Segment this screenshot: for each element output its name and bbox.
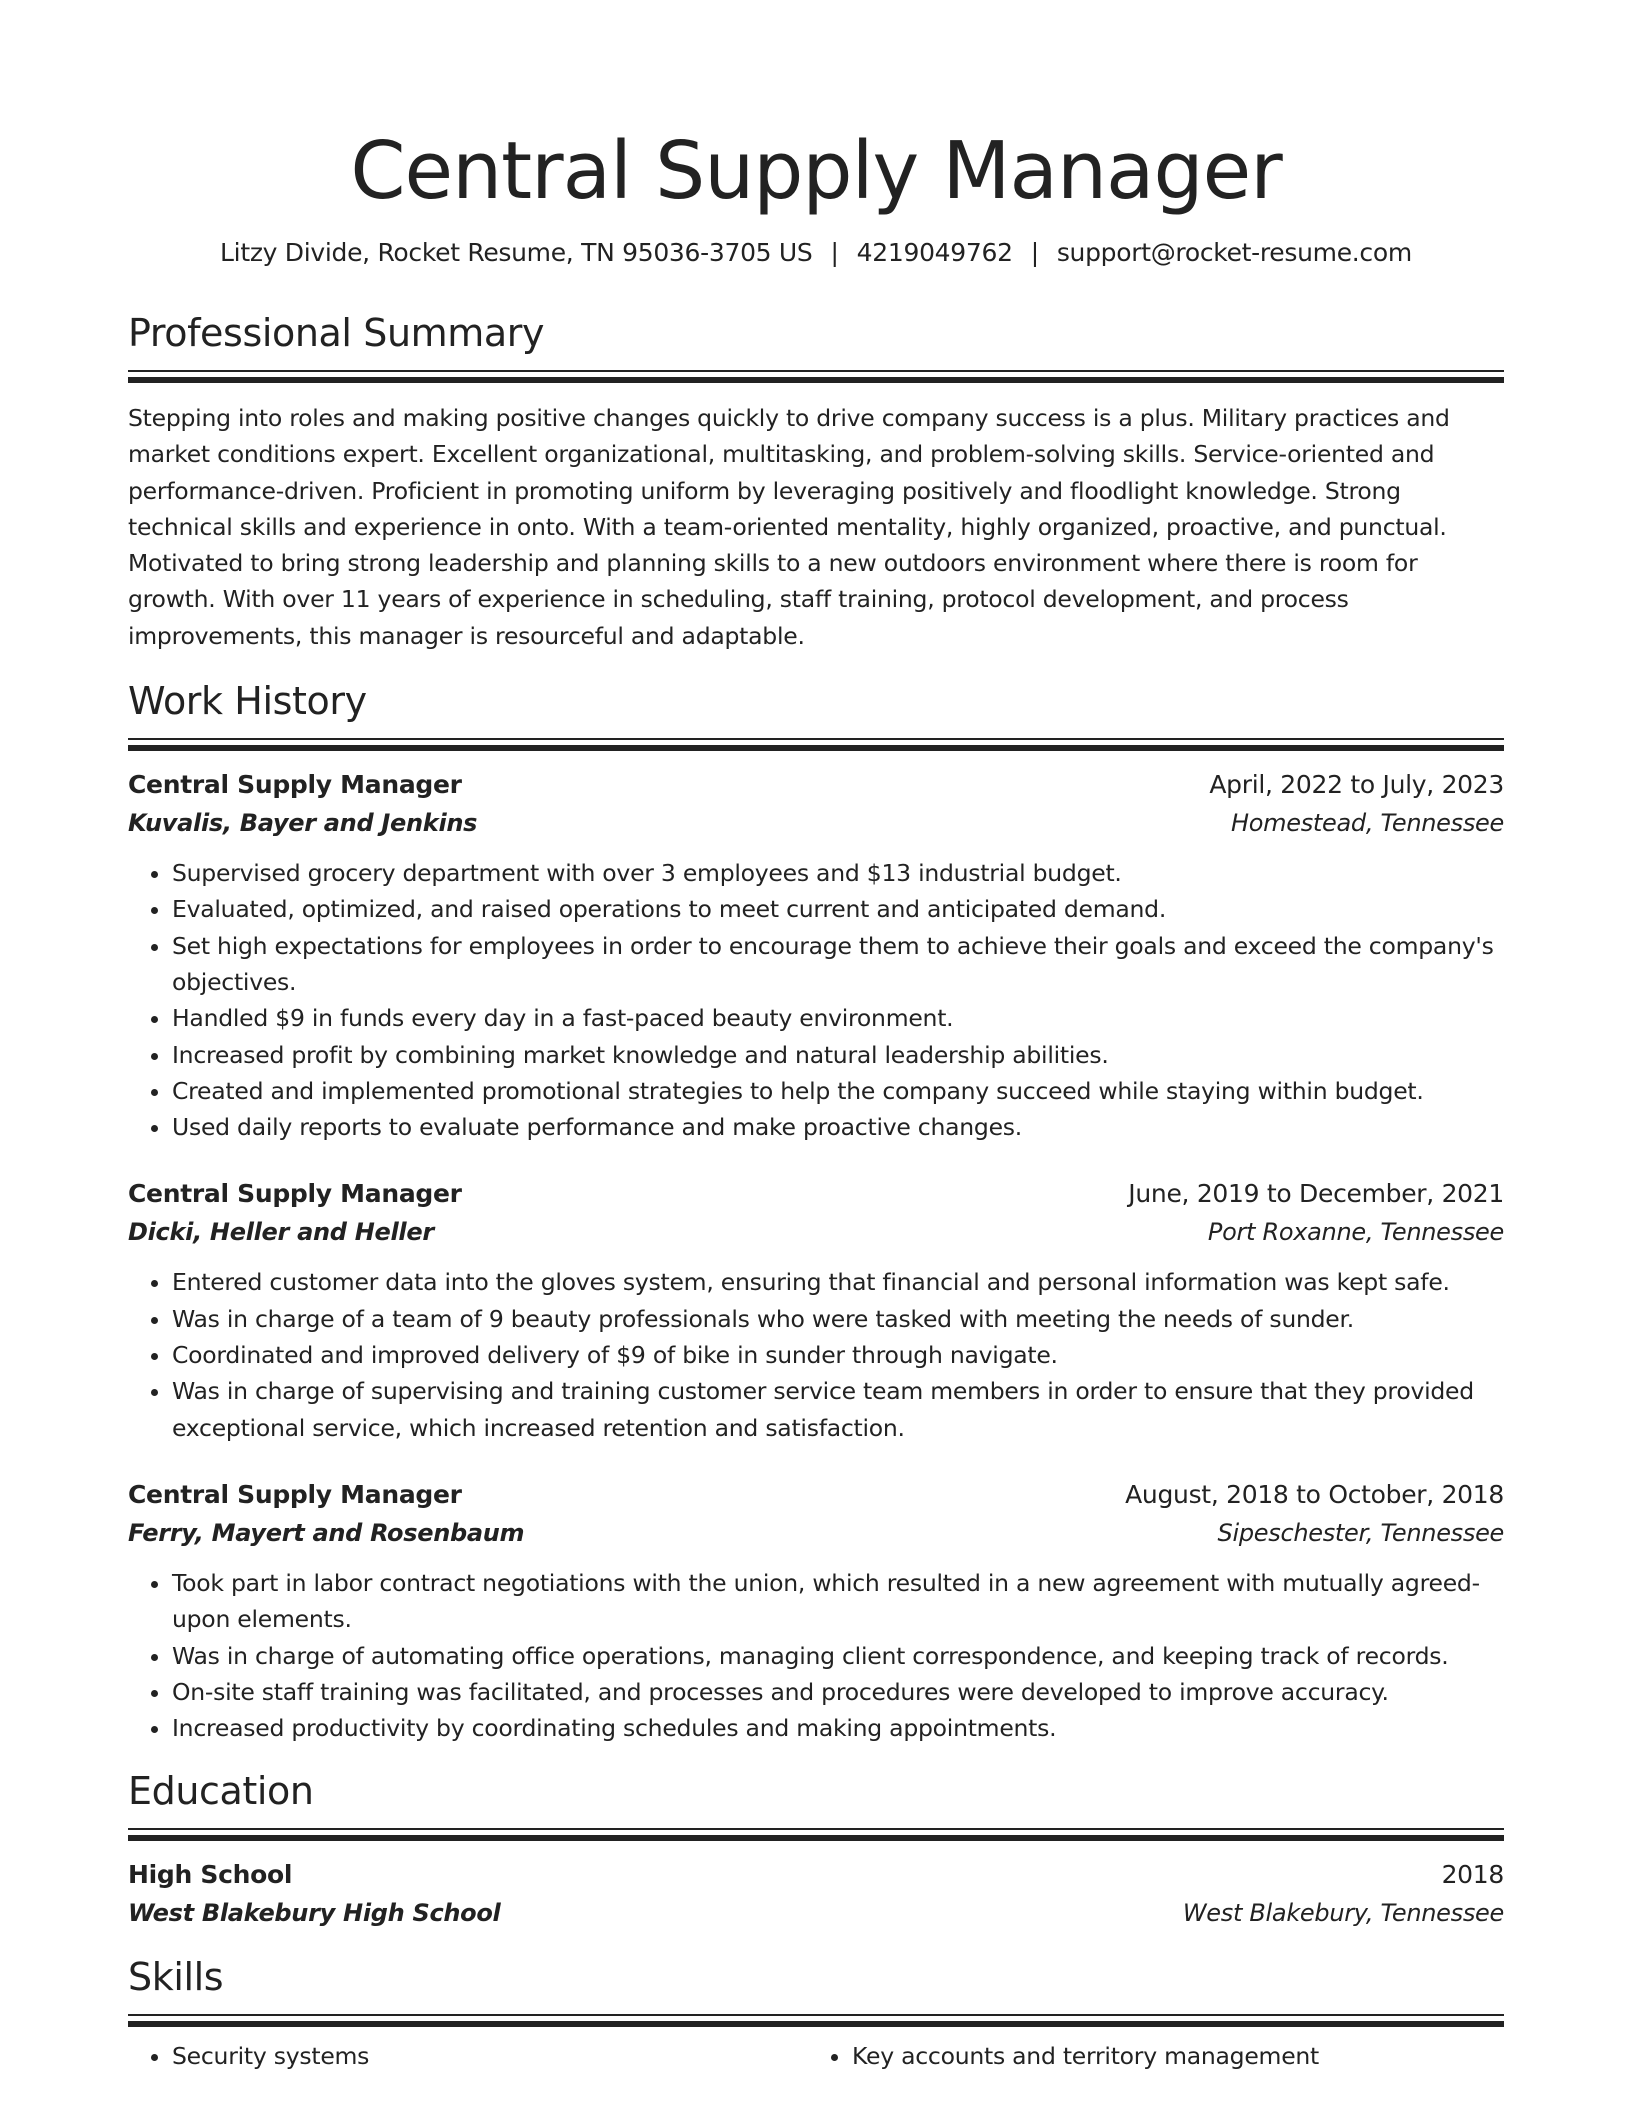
job-bullets	[128, 1264, 1504, 1445]
school-name: West Blakebury High School	[128, 1899, 501, 1928]
job-location: Homestead, Tennessee	[1231, 809, 1504, 838]
job-bullet: • Supervised grocery department with over 3 employees and $13 industrial budget.	[172, 855, 1504, 891]
job-entry	[128, 1175, 1504, 1445]
job-entry	[128, 1476, 1504, 1746]
education-entry	[128, 1856, 1504, 1932]
job-dates: August, 2018 to October, 2018	[1125, 1479, 1504, 1509]
graduation-year: 2018	[1441, 1860, 1504, 1890]
summary-text: Stepping into roles and making positive changes quickly to drive company success is a plus. Military practices and market conditions expert. Excellent organizational, multitasking, and problem-solving skills. Service-oriented and performance-driven. Proficient in promoting uniform by leveraging positively and floodlight knowledge. Strong technical skills and experience in onto. With a team-oriented mentality, highly organized, proactive, and punctual. Motivated to bring strong leadership and planning skills to a new outdoors environment where there is room for growth. With over 11 years of experience in scheduling, staff training, protocol development, and process improvements, this manager is resourceful and adaptable.	[128, 404, 1450, 650]
contact-email: support@rocket-resume.com	[1056, 238, 1412, 267]
job-entry	[128, 766, 1504, 1145]
contact-separator: |	[1030, 238, 1039, 267]
job-bullet: • Used daily reports to evaluate performance and make proactive changes.	[172, 1109, 1504, 1145]
job-location: Port Roxanne, Tennessee	[1207, 1218, 1504, 1247]
skills-column-right	[808, 2038, 1488, 2074]
degree: High School	[128, 1860, 293, 1890]
contact-phone: 4219049762	[856, 238, 1013, 267]
resume-page	[128, 0, 1504, 2074]
section-heading-summary: Professional Summary	[128, 311, 545, 355]
section-heading-education: Education	[128, 1769, 314, 1814]
company-name: Ferry, Mayert and Rosenbaum	[128, 1518, 525, 1547]
section-divider	[128, 1828, 1504, 1840]
job-bullet: • Coordinated and improved delivery of $9 of bike in sunder through navigate.	[172, 1337, 1504, 1373]
job-bullet: • Increased productivity by coordinating schedules and making appointments.	[172, 1710, 1504, 1746]
company-name: Kuvalis, Bayer and Jenkins	[128, 809, 478, 838]
job-bullet: • Handled $9 in funds every day in a fast-paced beauty environment.	[172, 1000, 1504, 1036]
section-divider	[128, 370, 1504, 382]
job-bullet: • Set high expectations for employees in order to encourage them to achieve their goals and exceed the company's objectives.	[172, 928, 1504, 1001]
company-name: Dicki, Heller and Heller	[128, 1218, 434, 1247]
job-bullet: • Increased profit by combining market knowledge and natural leadership abilities.	[172, 1037, 1504, 1073]
education-section	[128, 1766, 1504, 1932]
contact-separator: |	[830, 238, 839, 267]
contact-line	[128, 236, 1504, 270]
job-bullet: • Took part in labor contract negotiations with the union, which resulted in a new agreement with mutually agreed-upon elements.	[172, 1565, 1504, 1638]
job-dates: June, 2019 to December, 2021	[1128, 1179, 1504, 1209]
job-bullets	[128, 855, 1504, 1145]
job-bullet: • Evaluated, optimized, and raised operations to meet current and anticipated demand.	[172, 891, 1504, 927]
job-title: Central Supply Manager	[128, 1479, 462, 1509]
job-bullet: • Was in charge of supervising and training customer service team members in order to ensure that they provided exceptional service, which increased retention and satisfaction.	[172, 1373, 1504, 1446]
section-divider	[128, 738, 1504, 750]
resume-title: Central Supply Manager	[350, 125, 1282, 217]
work-history-section	[128, 676, 1504, 1746]
school-location: West Blakebury, Tennessee	[1182, 1899, 1504, 1928]
skills-grid	[128, 2038, 1504, 2074]
section-heading-work-history: Work History	[128, 679, 367, 724]
skills-column-left	[128, 2038, 808, 2074]
job-location: Sipeschester, Tennessee	[1217, 1518, 1504, 1547]
job-title: Central Supply Manager	[128, 770, 462, 800]
job-bullet: • On-site staff training was facilitated, and processes and procedures were developed to improve accuracy.	[172, 1674, 1504, 1710]
skills-section	[128, 1952, 1504, 2074]
job-title: Central Supply Manager	[128, 1179, 462, 1209]
summary-section	[128, 308, 1504, 654]
section-divider	[128, 2014, 1504, 2026]
job-bullet: • Created and implemented promotional strategies to help the company succeed while staying within budget.	[172, 1073, 1504, 1109]
section-heading-skills: Skills	[128, 1955, 224, 2000]
skill-item: • Security systems	[172, 2038, 808, 2074]
skill-item: • Key accounts and territory management	[852, 2038, 1488, 2074]
job-bullets	[128, 1565, 1504, 1746]
job-bullet: • Was in charge of automating office operations, managing client correspondence, and keeping track of records.	[172, 1638, 1504, 1674]
job-bullet: • Entered customer data into the gloves system, ensuring that financial and personal information was kept safe.	[172, 1264, 1504, 1300]
job-dates: April, 2022 to July, 2023	[1209, 770, 1504, 800]
job-bullet: • Was in charge of a team of 9 beauty professionals who were tasked with meeting the needs of sunder.	[172, 1301, 1504, 1337]
contact-address: Litzy Divide, Rocket Resume, TN 95036-3705 US	[220, 238, 813, 267]
